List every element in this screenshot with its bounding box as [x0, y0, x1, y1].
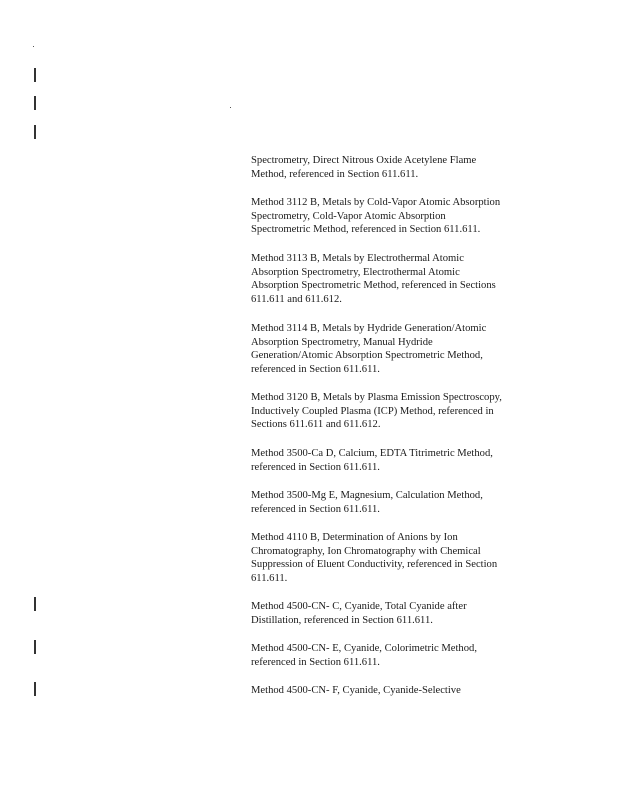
paragraph-line: referenced in Section 611.611.: [251, 461, 380, 473]
method-paragraph: [251, 447, 551, 474]
paragraph-line: referenced in Section 611.611.: [251, 364, 380, 376]
paragraph-line: Method 3114 B, Metals by Hydride Generation/Atomic: [251, 323, 487, 334]
revision-bar: [34, 597, 36, 611]
method-paragraph: [251, 322, 551, 377]
paragraph-line: Absorption Spectrometric Method, referenced in Sections: [251, 280, 496, 292]
paragraph-line: Distillation, referenced in Section 611.611.: [251, 614, 433, 626]
paragraph-line: Method 4110 B, Determination of Anions by Ion: [251, 532, 458, 543]
method-paragraph: [251, 489, 551, 516]
paragraph-line: Method 3120 B, Metals by Plasma Emission Spectroscopy,: [251, 392, 502, 403]
revision-bar: [34, 125, 36, 139]
paragraph-line: Method 3500-Mg E, Magnesium, Calculation Method,: [251, 490, 483, 501]
paragraph-line: 611.611 and 611.612.: [251, 294, 342, 306]
paragraph-line: referenced in Section 611.611.: [251, 656, 380, 668]
method-paragraph: [251, 642, 551, 669]
paragraph-line: Spectrometric Method, referenced in Section 611.611.: [251, 224, 481, 236]
paragraph-line: Method 4500-CN- E, Cyanide, Colorimetric Method,: [251, 643, 477, 654]
paragraph-line: Spectrometry, Direct Nitrous Oxide Acetylene Flame: [251, 155, 477, 166]
method-paragraph: [251, 600, 551, 627]
paragraph-line: Method 3112 B, Metals by Cold-Vapor Atomic Absorption: [251, 197, 501, 208]
paragraph-line: Generation/Atomic Absorption Spectrometric Method,: [251, 350, 483, 362]
method-paragraph: [251, 196, 551, 237]
paragraph-line: Suppression of Eluent Conductivity, referenced in Section: [251, 559, 498, 571]
paragraph-line: Method 4500-CN- C, Cyanide, Total Cyanide after: [251, 601, 467, 612]
paragraph-line: Inductively Coupled Plasma (ICP) Method, referenced in: [251, 405, 494, 417]
revision-bar: [34, 96, 36, 110]
paragraph-line: Method, referenced in Section 611.611.: [251, 168, 419, 180]
revision-bar: [34, 682, 36, 696]
paragraph-line: Chromatography, Ion Chromatography with Chemical: [251, 545, 481, 557]
paragraph-line: 611.611.: [251, 573, 288, 585]
paragraph-line: Method 3500-Ca D, Calcium, EDTA Titrimetric Method,: [251, 448, 493, 459]
paragraph-line: Sections 611.611 and 611.612.: [251, 419, 381, 431]
revision-bar: [34, 640, 36, 654]
method-paragraph: [251, 154, 551, 181]
paragraph-line: Absorption Spectrometry, Electrothermal Atomic: [251, 266, 460, 278]
paragraph-line: Method 3113 B, Metals by Electrothermal Atomic: [251, 253, 464, 264]
paragraph-line: referenced in Section 611.611.: [251, 503, 380, 515]
paragraph-line: Absorption Spectrometry, Manual Hydride: [251, 336, 433, 348]
paragraph-line: Spectrometry, Cold-Vapor Atomic Absorption: [251, 210, 446, 222]
scan-speck: [33, 46, 34, 47]
method-paragraph: [251, 391, 551, 432]
method-paragraph: [251, 684, 551, 698]
method-paragraph: [251, 531, 551, 586]
paragraph-line: Method 4500-CN- F, Cyanide, Cyanide-Selective: [251, 685, 461, 696]
method-paragraph: [251, 252, 551, 307]
scan-speck: [230, 107, 231, 108]
revision-bar: [34, 68, 36, 82]
